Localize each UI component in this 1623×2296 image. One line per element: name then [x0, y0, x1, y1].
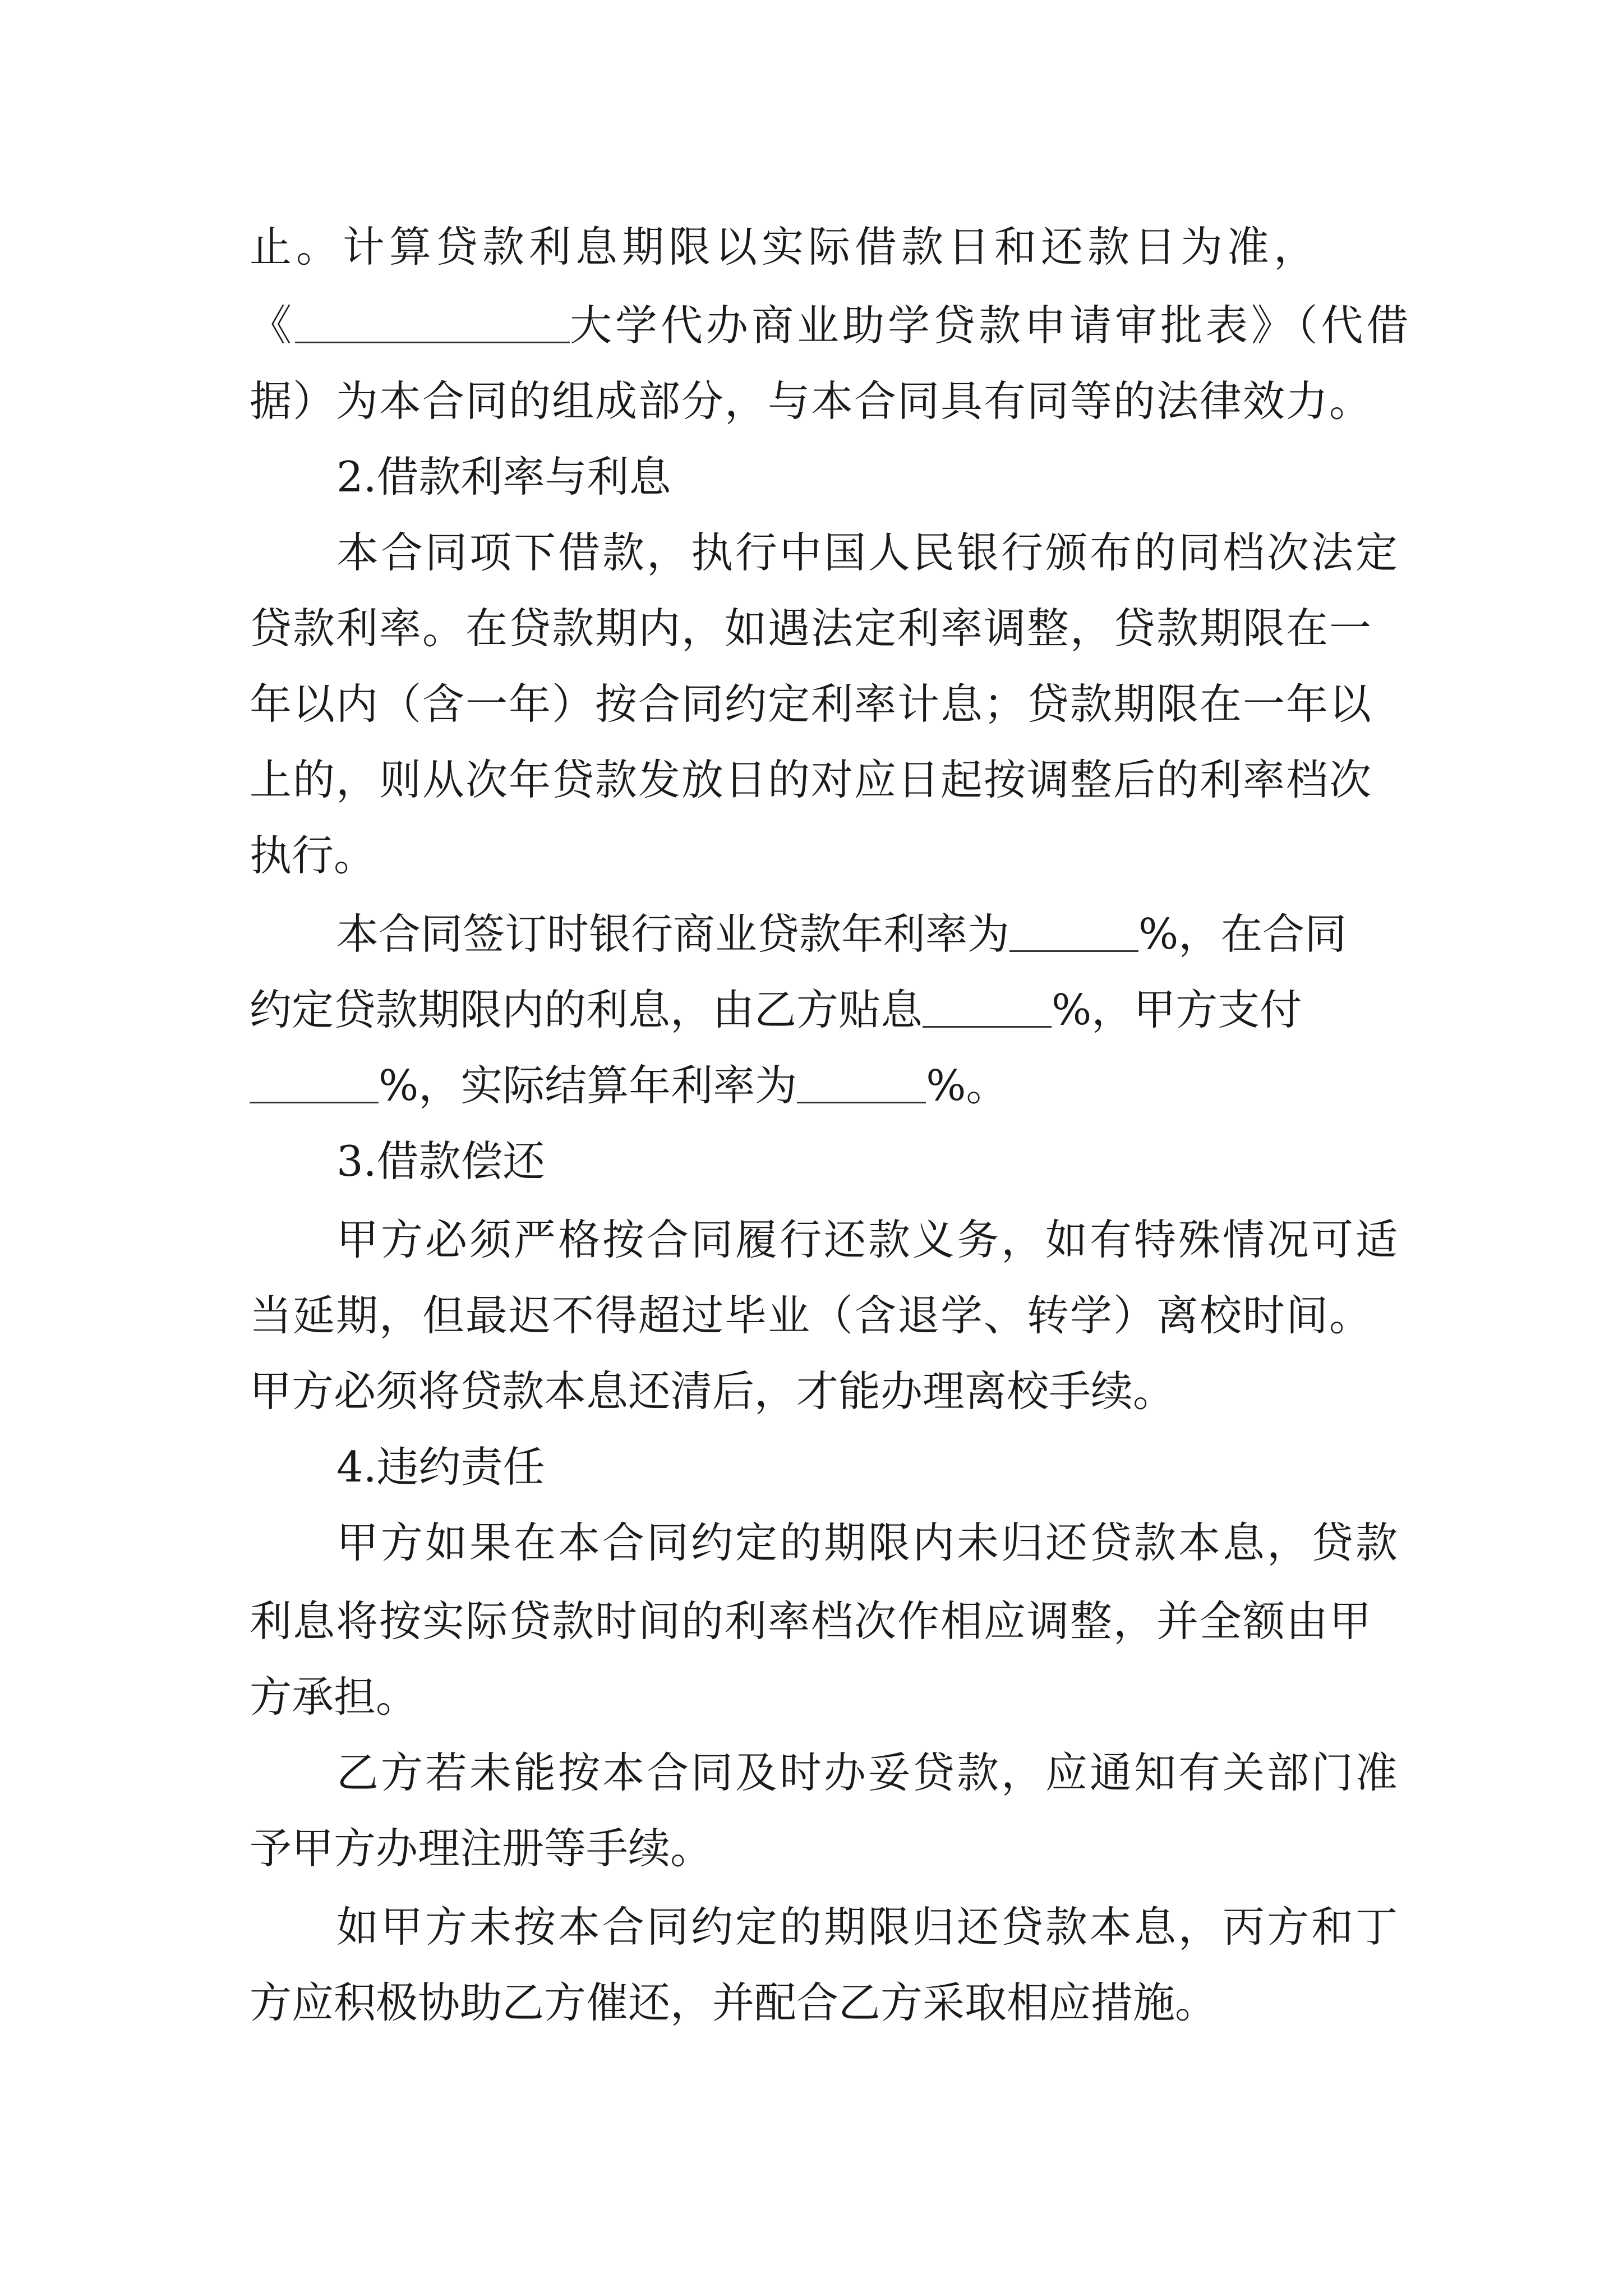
- heading-text: 2.借款利率与利息: [336, 452, 671, 501]
- fill-in-blank[interactable]: [923, 987, 1052, 1028]
- paragraph-line: [250, 1669, 1394, 1725]
- paragraph-line: [336, 1515, 1400, 1571]
- fill-in-blank[interactable]: [1009, 911, 1138, 952]
- paragraph-line: [336, 906, 1394, 962]
- paragraph-line: [336, 1899, 1400, 1955]
- fill-in-blank[interactable]: [295, 302, 570, 343]
- text: 大学代办商业助学贷款申请审批表》（代借: [570, 301, 1412, 350]
- text: 甲方如果在本合同约定的期限内未归还贷款本息，贷款: [336, 1518, 1400, 1567]
- text: 乙方若未能按本合同及时办妥贷款，应通知有关部门准: [336, 1748, 1400, 1797]
- text: 利息将按实际贷款时间的利率档次作相应调整，并全额由甲: [250, 1596, 1373, 1646]
- heading-text: 4.违约责任: [336, 1442, 545, 1492]
- paragraph-line: [250, 1975, 1394, 2031]
- section-heading: [336, 1133, 1394, 1189]
- text: 《: [250, 301, 296, 350]
- paragraph-line: [250, 676, 1394, 732]
- paragraph-line: [250, 1593, 1394, 1649]
- text: %。: [926, 1061, 1008, 1110]
- paragraph-line: [250, 1057, 1394, 1114]
- text: 上的，则从次年贷款发放日的对应日起按调整后的利率档次: [250, 755, 1373, 804]
- paragraph-line: [250, 297, 1412, 353]
- text: 年以内（含一年）按合同约定利率计息；贷款期限在一年以: [250, 679, 1373, 729]
- text: 当延期，但最迟不得超过毕业（含退学、转学）离校时间。: [250, 1291, 1373, 1340]
- text: 止。计算贷款利息期限以实际借款日和还款日为准，: [250, 222, 1321, 272]
- fill-in-blank[interactable]: [250, 1062, 379, 1103]
- paragraph-line: [250, 1820, 1394, 1876]
- paragraph-line: [250, 373, 1394, 429]
- text: 据）为本合同的组成部分，与本合同具有同等的法律效力。: [250, 376, 1373, 426]
- text: 方应积极协助乙方催还，并配合乙方采取相应措施。: [250, 1978, 1218, 2027]
- text: 甲方必须严格按合同履行还款义务，如有特殊情况可适: [336, 1215, 1400, 1264]
- paragraph-line: [250, 752, 1394, 808]
- paragraph-line: [250, 827, 1394, 884]
- text: 如甲方未按本合同约定的期限归还贷款本息，丙方和丁: [336, 1902, 1400, 1952]
- fill-in-blank[interactable]: [797, 1062, 926, 1103]
- section-heading: [336, 449, 1394, 505]
- paragraph-line: [250, 219, 1394, 275]
- text: 执行。: [250, 831, 376, 880]
- text: 贷款利率。在贷款期内，如遇法定利率调整，贷款期限在一: [250, 604, 1373, 653]
- paragraph-line: [336, 1212, 1400, 1268]
- text: 本合同项下借款，执行中国人民银行颁布的同档次法定: [336, 528, 1400, 577]
- text: 甲方必须将贷款本息还清后，才能办理离校手续。: [250, 1366, 1175, 1416]
- text: %，在合同: [1138, 909, 1347, 959]
- text: %，甲方支付: [1052, 985, 1302, 1034]
- paragraph-line: [250, 1363, 1394, 1419]
- paragraph-line: [250, 1287, 1394, 1343]
- heading-text: 3.借款偿还: [336, 1137, 545, 1186]
- paragraph-line: [336, 1745, 1400, 1801]
- text: 约定贷款期限内的利息，由乙方贴息: [250, 985, 923, 1034]
- text: 方承担。: [250, 1672, 418, 1722]
- paragraph-line: [250, 982, 1394, 1038]
- section-heading: [336, 1439, 1394, 1495]
- paragraph-line: [336, 524, 1400, 581]
- paragraph-line: [250, 600, 1394, 656]
- text: %，实际结算年利率为: [379, 1061, 797, 1110]
- text: 予甲方办理注册等手续。: [250, 1824, 713, 1873]
- text: 本合同签订时银行商业贷款年利率为: [336, 909, 1010, 959]
